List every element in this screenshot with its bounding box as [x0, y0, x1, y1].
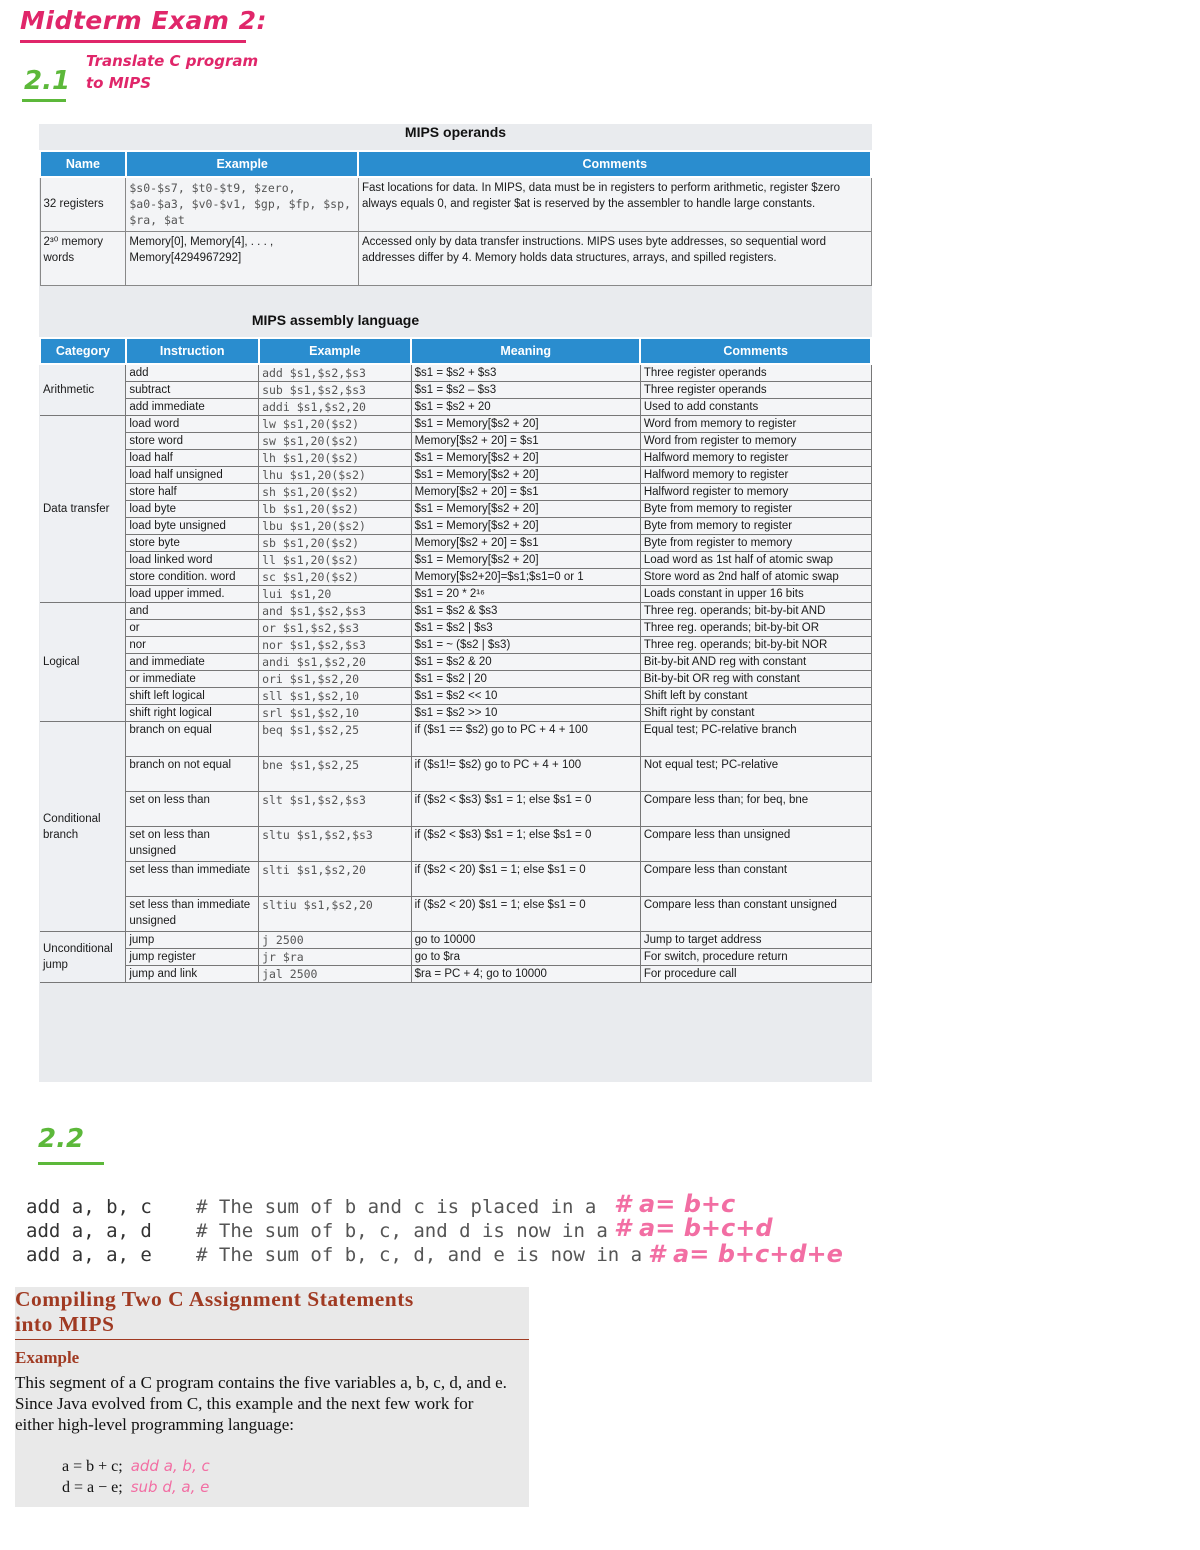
- asm-row: [40, 535, 871, 552]
- operand-comment: Fast locations for data. In MIPS, data must be in registers to perform arithmetic, register $zero always equals 0, and register $at is reserved by the assembler to handle large constants.: [358, 177, 871, 231]
- handwritten-mips: add a, b, c: [130, 1457, 210, 1475]
- asm-comment: Three reg. operands; bit-by-bit NOR: [640, 637, 871, 654]
- operand-name: 2³⁰ memory words: [40, 231, 126, 285]
- asm-example: ori $s1,$s2,20: [259, 671, 412, 688]
- asm-meaning: if ($s2 < 20) $s1 = 1; else $s1 = 0: [411, 897, 640, 932]
- example-heading-line: into MIPS: [15, 1312, 115, 1336]
- asm-example: jr $ra: [259, 949, 412, 966]
- asm-meaning: $s1 = $s2 & $s3: [411, 603, 640, 620]
- asm-instruction: load half: [126, 450, 259, 467]
- asm-example: sltiu $s1,$s2,20: [259, 897, 412, 932]
- asm-comment: Equal test; PC-relative branch: [640, 722, 871, 757]
- example-label: Example: [15, 1348, 80, 1367]
- asm-comment: Halfword register to memory: [640, 484, 871, 501]
- asm-comment: Jump to target address: [640, 932, 871, 949]
- asm-instruction: load byte: [126, 501, 259, 518]
- asm-header-comments: Comments: [640, 338, 871, 364]
- example-box: [15, 1287, 529, 1507]
- asm-example: srl $s1,$s2,10: [259, 705, 412, 722]
- asm-example: sw $s1,20($s2): [259, 433, 412, 450]
- asm-instruction: shift right logical: [126, 705, 259, 722]
- asm-comment: For switch, procedure return: [640, 949, 871, 966]
- asm-meaning: $s1 = $s2 | $s3: [411, 620, 640, 637]
- asm-instruction: or immediate: [126, 671, 259, 688]
- operands-table: [39, 150, 872, 286]
- example-heading-line: Compiling Two C Assignment Statements: [15, 1287, 414, 1311]
- asm-comment: Three reg. operands; bit-by-bit AND: [640, 603, 871, 620]
- asm-meaning: Memory[$s2 + 20] = $s1: [411, 535, 640, 552]
- asm-category: Logical: [40, 603, 126, 722]
- asm-comment: Halfword memory to register: [640, 467, 871, 484]
- handwritten-annotation: # a= b+c+d: [614, 1214, 773, 1242]
- asm-comment: Three reg. operands; bit-by-bit OR: [640, 620, 871, 637]
- section-2-1-label: 2.1: [24, 66, 71, 96]
- asm-instruction: jump and link: [126, 966, 259, 983]
- operand-example: Memory[0], Memory[4], . . . , Memory[4294967292]: [126, 231, 359, 285]
- asm-header-example: Example: [259, 338, 412, 364]
- code-line: add a, a, e: [26, 1244, 152, 1266]
- asm-example: nor $s1,$s2,$s3: [259, 637, 412, 654]
- example-code-line: [62, 1478, 209, 1497]
- asm-instruction: load upper immed.: [126, 586, 259, 603]
- asm-comment: Shift left by constant: [640, 688, 871, 705]
- asm-meaning: $s1 = Memory[$s2 + 20]: [411, 518, 640, 535]
- asm-meaning: $s1 = Memory[$s2 + 20]: [411, 450, 640, 467]
- asm-row: [40, 450, 871, 467]
- operand-comment: Accessed only by data transfer instructions. MIPS uses byte addresses, so sequential word addresses differ by 4. Memory holds data structures, arrays, and spilled registers.: [358, 231, 871, 285]
- code-line: add a, b, c: [26, 1196, 152, 1218]
- asm-example: jal 2500: [259, 966, 412, 983]
- section-2-2-label: 2.2: [38, 1124, 85, 1154]
- asm-header-category: Category: [40, 338, 126, 364]
- asm-comment: Word from memory to register: [640, 416, 871, 433]
- asm-row: [40, 364, 871, 382]
- asm-row: [40, 586, 871, 603]
- asm-category: Data transfer: [40, 416, 126, 603]
- asm-row: [40, 705, 871, 722]
- asm-example: lw $s1,20($s2): [259, 416, 412, 433]
- asm-example: slti $s1,$s2,20: [259, 862, 412, 897]
- asm-instruction: store word: [126, 433, 259, 450]
- asm-row: [40, 518, 871, 535]
- asm-meaning: $ra = PC + 4; go to 10000: [411, 966, 640, 983]
- operand-example: $s0-$s7, $t0-$t9, $zero, $a0-$a3, $v0-$v1, $gp, $fp, $sp, $ra, $at: [126, 177, 359, 231]
- asm-row: [40, 827, 871, 862]
- asm-instruction: branch on not equal: [126, 757, 259, 792]
- asm-instruction: and immediate: [126, 654, 259, 671]
- assembly-title: MIPS assembly language: [251, 312, 420, 328]
- asm-example: sc $s1,20($s2): [259, 569, 412, 586]
- asm-row: [40, 792, 871, 827]
- asm-instruction: store byte: [126, 535, 259, 552]
- asm-meaning: $s1 = Memory[$s2 + 20]: [411, 467, 640, 484]
- asm-example: slt $s1,$s2,$s3: [259, 792, 412, 827]
- asm-meaning: $s1 = Memory[$s2 + 20]: [411, 416, 640, 433]
- asm-row: [40, 757, 871, 792]
- asm-comment: Store word as 2nd half of atomic swap: [640, 569, 871, 586]
- asm-meaning: go to $ra: [411, 949, 640, 966]
- asm-comment: Shift right by constant: [640, 705, 871, 722]
- asm-meaning: $s1 = $s2 >> 10: [411, 705, 640, 722]
- asm-row: [40, 552, 871, 569]
- code-comment: # The sum of b, c, d, and e is now in a: [196, 1244, 643, 1266]
- asm-example: sb $s1,20($s2): [259, 535, 412, 552]
- asm-comment: Bit-by-bit AND reg with constant: [640, 654, 871, 671]
- asm-comment: Used to add constants: [640, 399, 871, 416]
- assembly-table: [39, 337, 872, 983]
- asm-instruction: or: [126, 620, 259, 637]
- asm-row: [40, 654, 871, 671]
- asm-comment: Not equal test; PC-relative: [640, 757, 871, 792]
- asm-meaning: $s1 = $s2 + $s3: [411, 364, 640, 382]
- code-line: add a, a, d: [26, 1220, 152, 1242]
- asm-row: [40, 897, 871, 932]
- asm-category: Arithmetic: [40, 364, 126, 416]
- asm-header-instruction: Instruction: [126, 338, 259, 364]
- asm-example: j 2500: [259, 932, 412, 949]
- asm-row: [40, 484, 871, 501]
- operands-header-comments: Comments: [358, 151, 871, 177]
- asm-row: [40, 569, 871, 586]
- asm-instruction: set on less than unsigned: [126, 827, 259, 862]
- asm-instruction: set less than immediate: [126, 862, 259, 897]
- handwritten-annotation: # a= b+c+d+e: [648, 1240, 843, 1268]
- asm-comment: Halfword memory to register: [640, 450, 871, 467]
- example-rule: [15, 1339, 529, 1340]
- operands-header-name: Name: [40, 151, 126, 177]
- operands-title: MIPS operands: [404, 124, 507, 140]
- asm-instruction: nor: [126, 637, 259, 654]
- asm-instruction: store half: [126, 484, 259, 501]
- asm-comment: Load word as 1st half of atomic swap: [640, 552, 871, 569]
- example-heading: [15, 1287, 414, 1337]
- asm-comment: Byte from memory to register: [640, 518, 871, 535]
- asm-instruction: load word: [126, 416, 259, 433]
- asm-row: [40, 399, 871, 416]
- asm-comment: Bit-by-bit OR reg with constant: [640, 671, 871, 688]
- handwritten-mips: sub d, a, e: [130, 1478, 210, 1496]
- asm-example: lui $s1,20: [259, 586, 412, 603]
- section-2-2-underline: [38, 1162, 104, 1165]
- asm-instruction: branch on equal: [126, 722, 259, 757]
- asm-comment: Compare less than constant: [640, 862, 871, 897]
- asm-row: [40, 416, 871, 433]
- asm-example: sll $s1,$s2,10: [259, 688, 412, 705]
- asm-row: [40, 966, 871, 983]
- asm-meaning: if ($s2 < 20) $s1 = 1; else $s1 = 0: [411, 862, 640, 897]
- asm-example: sub $s1,$s2,$s3: [259, 382, 412, 399]
- example-code-line: [62, 1457, 210, 1476]
- asm-meaning: Memory[$s2 + 20] = $s1: [411, 484, 640, 501]
- asm-example: beq $s1,$s2,25: [259, 722, 412, 757]
- asm-comment: Three register operands: [640, 364, 871, 382]
- asm-instruction: set less than immediate unsigned: [126, 897, 259, 932]
- asm-example: addi $s1,$s2,20: [259, 399, 412, 416]
- asm-meaning: Memory[$s2 + 20] = $s1: [411, 433, 640, 450]
- example-body: This segment of a C program contains the five variables a, b, c, d, and e. Since Java evolved from C, this example and the next few work for either high-level programming language:: [15, 1373, 507, 1434]
- asm-meaning: if ($s2 < $s3) $s1 = 1; else $s1 = 0: [411, 827, 640, 862]
- handwritten-annotation: # a= b+c: [614, 1190, 736, 1218]
- asm-category: Unconditional jump: [40, 932, 126, 983]
- asm-comment: For procedure call: [640, 966, 871, 983]
- mips-reference-card: [39, 124, 872, 1082]
- asm-instruction: jump: [126, 932, 259, 949]
- asm-example: lb $s1,20($s2): [259, 501, 412, 518]
- asm-comment: Compare less than unsigned: [640, 827, 871, 862]
- operands-header-example: Example: [126, 151, 359, 177]
- asm-meaning: Memory[$s2+20]=$s1;$s1=0 or 1: [411, 569, 640, 586]
- c-statement: a = b + c;: [62, 1458, 123, 1475]
- exam-title: Midterm Exam 2:: [20, 6, 268, 35]
- asm-example: sltu $s1,$s2,$s3: [259, 827, 412, 862]
- asm-row: [40, 433, 871, 450]
- asm-meaning: $s1 = $s2 – $s3: [411, 382, 640, 399]
- asm-meaning: if ($s2 < $s3) $s1 = 1; else $s1 = 0: [411, 792, 640, 827]
- asm-instruction: jump register: [126, 949, 259, 966]
- asm-example: or $s1,$s2,$s3: [259, 620, 412, 637]
- asm-meaning: $s1 = 20 * 2¹⁶: [411, 586, 640, 603]
- asm-example: bne $s1,$s2,25: [259, 757, 412, 792]
- asm-meaning: $s1 = $s2 << 10: [411, 688, 640, 705]
- asm-meaning: $s1 = $s2 | 20: [411, 671, 640, 688]
- asm-row: [40, 949, 871, 966]
- asm-meaning: $s1 = $s2 & 20: [411, 654, 640, 671]
- asm-example: lbu $s1,20($s2): [259, 518, 412, 535]
- asm-row: [40, 467, 871, 484]
- asm-header-meaning: Meaning: [411, 338, 640, 364]
- asm-row: [40, 603, 871, 620]
- code-comment: # The sum of b and c is placed in a: [196, 1196, 597, 1218]
- asm-instruction: store condition. word: [126, 569, 259, 586]
- asm-example: andi $s1,$s2,20: [259, 654, 412, 671]
- asm-row: [40, 932, 871, 949]
- asm-instruction: load half unsigned: [126, 467, 259, 484]
- asm-row: [40, 637, 871, 654]
- section-2-1-underline: [22, 99, 66, 102]
- asm-category: Conditional branch: [40, 722, 126, 932]
- asm-instruction: load byte unsigned: [126, 518, 259, 535]
- asm-example: and $s1,$s2,$s3: [259, 603, 412, 620]
- asm-example: lhu $s1,20($s2): [259, 467, 412, 484]
- asm-meaning: $s1 = Memory[$s2 + 20]: [411, 552, 640, 569]
- asm-row: [40, 862, 871, 897]
- asm-example: sh $s1,20($s2): [259, 484, 412, 501]
- asm-instruction: subtract: [126, 382, 259, 399]
- asm-instruction: shift left logical: [126, 688, 259, 705]
- asm-meaning: $s1 = Memory[$s2 + 20]: [411, 501, 640, 518]
- asm-example: ll $s1,20($s2): [259, 552, 412, 569]
- asm-row: [40, 501, 871, 518]
- asm-row: [40, 688, 871, 705]
- asm-example: add $s1,$s2,$s3: [259, 364, 412, 382]
- asm-meaning: $s1 = ~ ($s2 | $s3): [411, 637, 640, 654]
- asm-comment: Byte from memory to register: [640, 501, 871, 518]
- asm-comment: Loads constant in upper 16 bits: [640, 586, 871, 603]
- asm-example: lh $s1,20($s2): [259, 450, 412, 467]
- asm-comment: Byte from register to memory: [640, 535, 871, 552]
- code-comment: # The sum of b, c, and d is now in a: [196, 1220, 608, 1242]
- asm-meaning: if ($s1!= $s2) go to PC + 4 + 100: [411, 757, 640, 792]
- asm-comment: Three register operands: [640, 382, 871, 399]
- asm-meaning: if ($s1 == $s2) go to PC + 4 + 100: [411, 722, 640, 757]
- asm-instruction: add: [126, 364, 259, 382]
- asm-meaning: $s1 = $s2 + 20: [411, 399, 640, 416]
- asm-instruction: set on less than: [126, 792, 259, 827]
- asm-comment: Compare less than; for beq, bne: [640, 792, 871, 827]
- asm-row: [40, 382, 871, 399]
- asm-row: [40, 620, 871, 637]
- operand-name: 32 registers: [40, 177, 126, 231]
- asm-meaning: go to 10000: [411, 932, 640, 949]
- asm-comment: Compare less than constant unsigned: [640, 897, 871, 932]
- asm-instruction: add immediate: [126, 399, 259, 416]
- asm-comment: Word from register to memory: [640, 433, 871, 450]
- asm-instruction: and: [126, 603, 259, 620]
- asm-row: [40, 671, 871, 688]
- asm-row: [40, 722, 871, 757]
- asm-instruction: load linked word: [126, 552, 259, 569]
- title-underline: [20, 40, 246, 43]
- translate-note: Translate C program to MIPS: [86, 52, 259, 92]
- c-statement: d = a − e;: [62, 1479, 123, 1496]
